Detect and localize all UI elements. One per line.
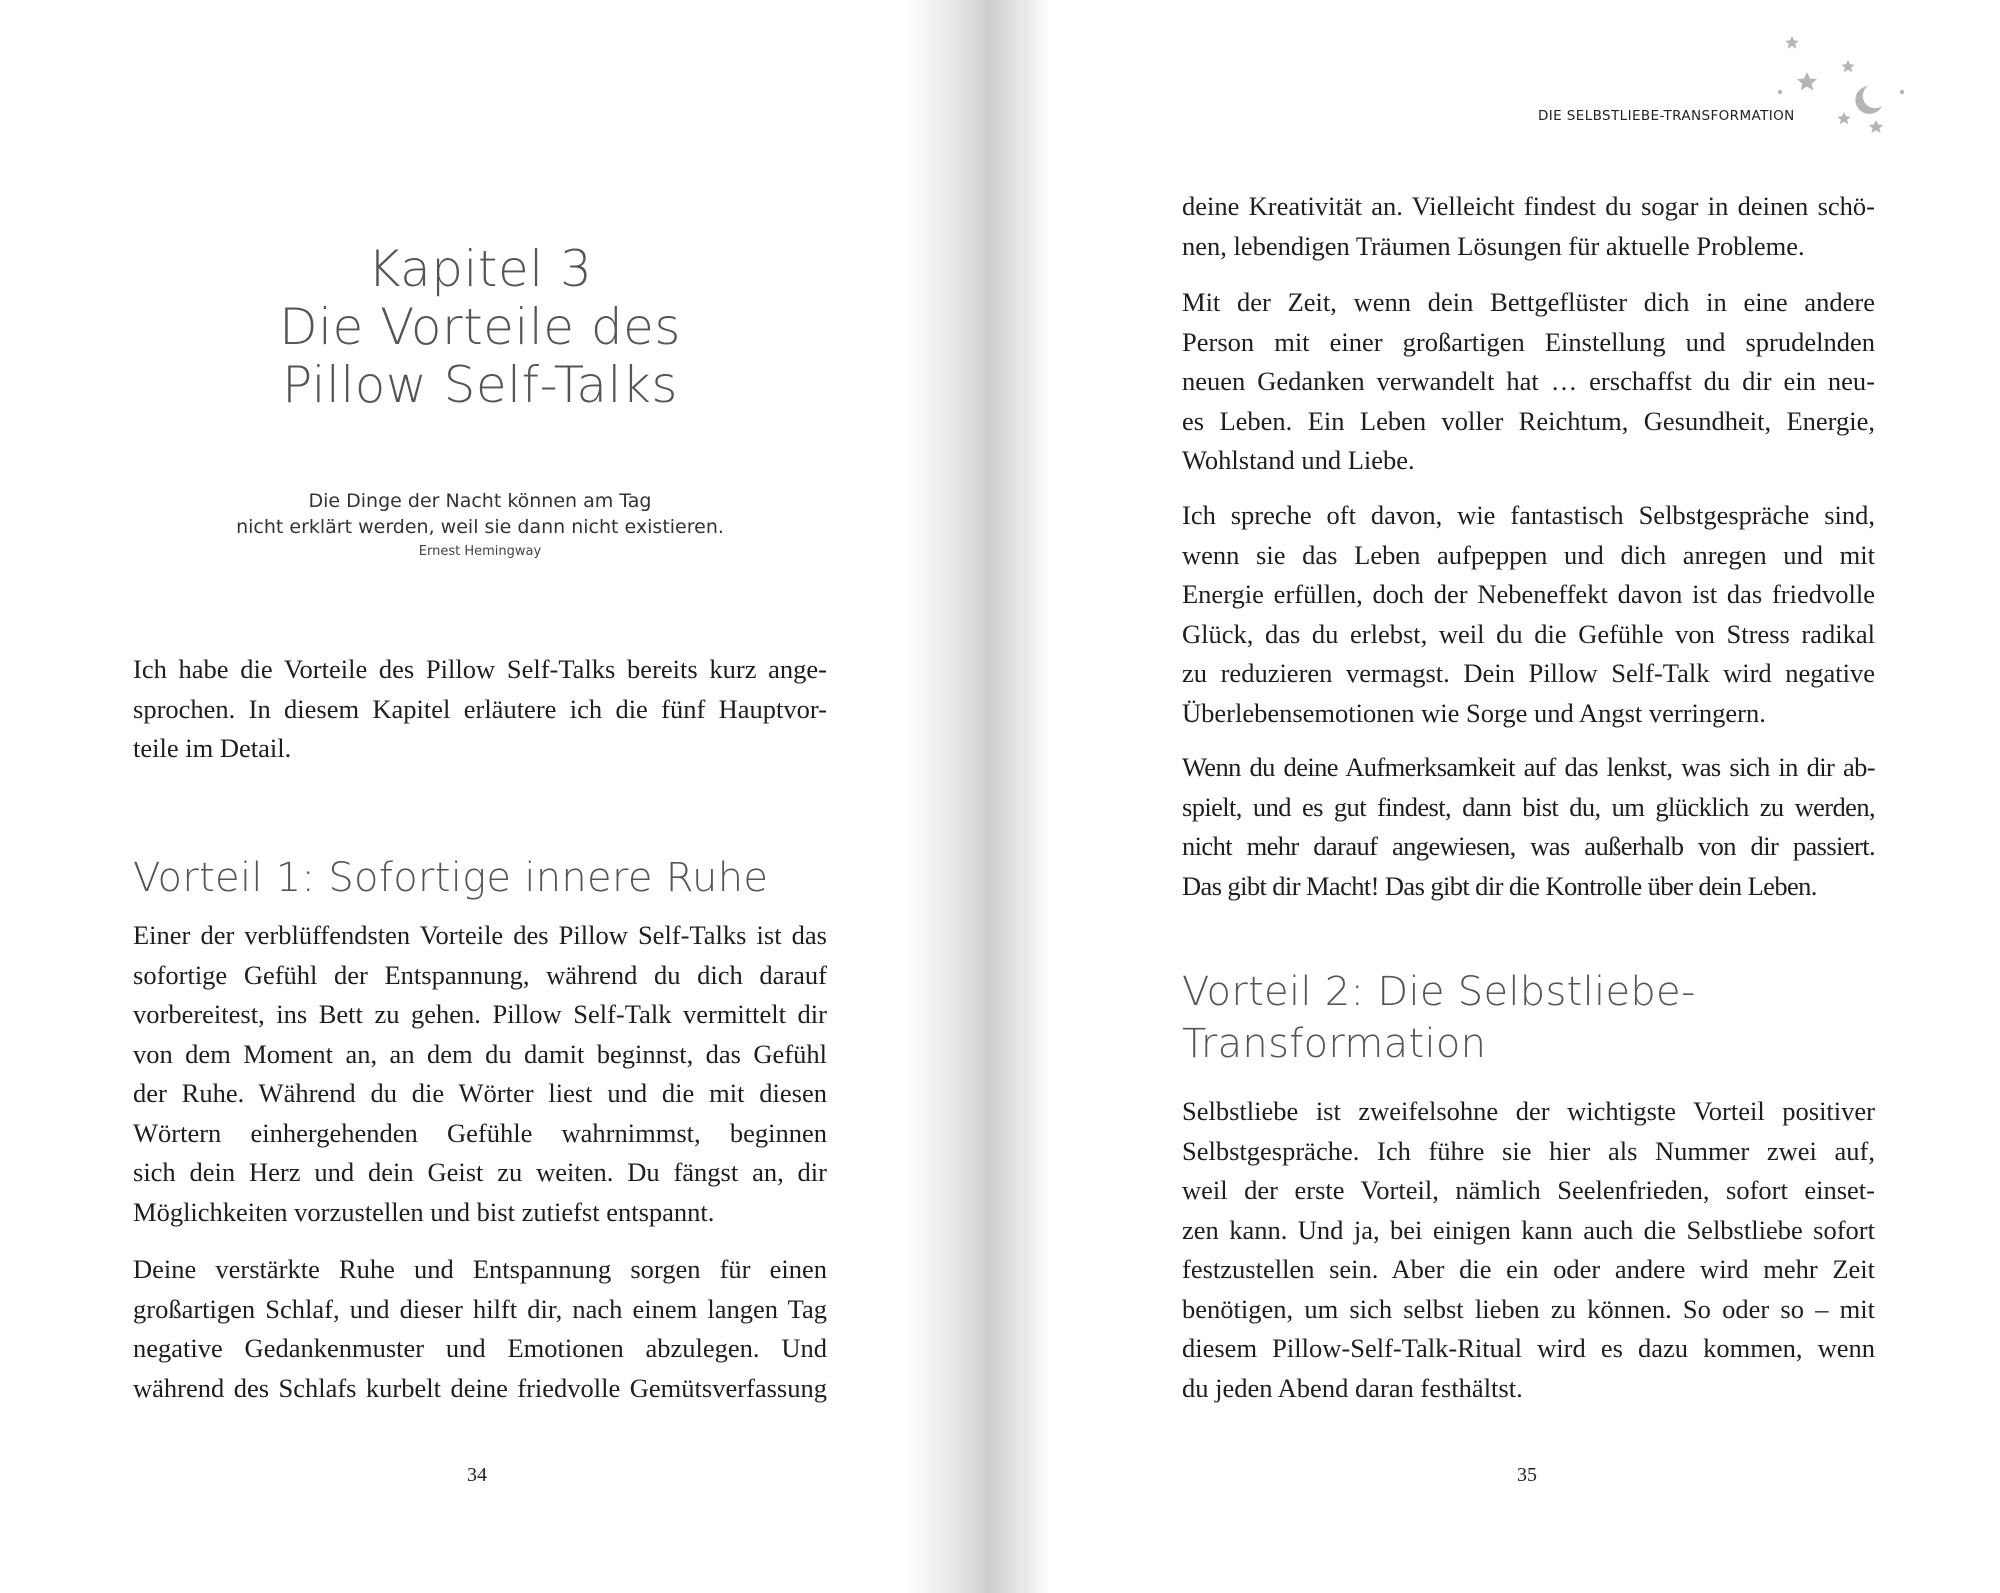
body-paragraph — [1182, 496, 1875, 733]
text-line: Deine verstärkte Ruhe und Entspannung sorgen für einen — [133, 1254, 827, 1284]
page-number: 34 — [467, 1464, 487, 1486]
section-heading — [133, 852, 827, 904]
page-number: 35 — [1517, 1464, 1537, 1486]
star-icon — [1785, 36, 1799, 49]
text-line: Mit der Zeit, wenn dein Bettgeflüster dich in eine andere — [1182, 287, 1875, 317]
body-paragraph — [133, 916, 827, 1232]
text-line: sprochen. In diesem Kapitel erläutere ich die fünf Hauptvor- — [133, 693, 827, 724]
text-line: Glück, das du erlebst, weil du die Gefühle von Stress radikal — [1182, 618, 1875, 649]
text-line: Selbstgespräche. Ich führe sie hier als Nummer zwei auf, — [1182, 1135, 1875, 1166]
text-line: Einer der verblüffendsten Vorteile des Pillow Self-Talks ist das — [133, 920, 827, 950]
text-line: Ich habe die Vorteile des Pillow Self-Talks bereits kurz ange- — [133, 654, 827, 684]
text-line: Wenn du deine Aufmerksamkeit auf das lenkst, was sich in dir ab- — [1182, 752, 1875, 782]
chapter-title — [130, 240, 830, 414]
chapter-title-line: Kapitel 3 — [367, 240, 593, 298]
star-icon — [1797, 72, 1817, 90]
text-line: du jeden Abend daran festhältst. — [1182, 1372, 1523, 1403]
body-paragraph — [1182, 187, 1875, 266]
section-heading-line: Vorteil 1: Sofortige innere Ruhe — [133, 855, 769, 901]
star-icon — [1841, 60, 1854, 72]
text-line: Energie erfüllen, doch der Nebeneffekt davon ist das friedvolle — [1182, 579, 1875, 609]
chapter-title-line: Die Vorteile des — [279, 298, 681, 356]
running-header: DIE SELBSTLIEBE-TRANSFORMATION — [1538, 108, 1795, 124]
epigraph-line: Die Dinge der Nacht können am Tag — [308, 490, 652, 512]
text-line: Überlebensemotionen wie Sorge und Angst verringern. — [1182, 697, 1766, 728]
text-line: wenn sie das Leben aufpeppen und dich anregen und mit — [1182, 539, 1875, 570]
text-line: großartigen Schlaf, und dieser hilft dir, nach einem langen Tag — [133, 1293, 827, 1324]
text-line: zu reduzieren vermagst. Dein Pillow Self-Talk wird negative — [1182, 658, 1875, 688]
text-line: von dem Moment an, an dem du damit beginnst, das Gefühl — [133, 1038, 827, 1069]
body-paragraph — [133, 1250, 827, 1408]
text-line: sofortige Gefühl der Entspannung, während du dich darauf — [133, 959, 827, 990]
text-line: nicht mehr darauf angewiesen, was außerhalb von dir passiert. — [1182, 831, 1875, 861]
text-line: sich dein Herz und dein Geist zu weiten. Du fängst an, dir — [133, 1157, 827, 1187]
text-line: Das gibt dir Macht! Das gibt dir die Kontrolle über dein Leben. — [1182, 870, 1817, 901]
text-line: deine Kreativität an. Vielleicht findest du sogar in deinen schö- — [1182, 191, 1875, 221]
intro-paragraph — [133, 650, 827, 769]
epigraph-line: nicht erklärt werden, weil sie dann nicht existieren. — [236, 516, 724, 538]
body-paragraph — [1182, 1092, 1875, 1408]
star-icon — [1869, 120, 1883, 133]
text-line: der Ruhe. Während du die Wörter liest und die mit diesen — [133, 1078, 827, 1108]
text-line: Wohlstand und Liebe. — [1182, 445, 1415, 475]
body-paragraph — [1182, 283, 1875, 481]
text-line: teile im Detail. — [133, 733, 292, 763]
dot-icon — [1778, 90, 1782, 94]
section-heading-line: Transformation — [1182, 1021, 1487, 1067]
crescent-moon-icon — [1855, 86, 1882, 114]
text-line: Wörtern einhergehenden Gefühle wahrnimmst, beginnen — [133, 1117, 827, 1148]
chapter-title-line: Pillow Self-Talks — [282, 356, 678, 414]
text-line: Ich spreche oft davon, wie fantastisch Selbstgespräche sind, — [1182, 500, 1875, 530]
text-line: zen kann. Und ja, bei einigen kann auch die Selbstliebe sofort — [1182, 1214, 1875, 1245]
section-heading-line: Vorteil 2: Die Selbstliebe- — [1182, 969, 1696, 1015]
text-line: spielt, und es gut findest, dann bist du, um glücklich zu werden, — [1182, 791, 1875, 822]
section-heading — [1182, 966, 1875, 1070]
text-line: diesem Pillow-Self-Talk-Ritual wird es dazu kommen, wenn — [1182, 1333, 1875, 1363]
text-line: festzustellen sein. Aber die ein oder andere wird mehr Zeit — [1182, 1254, 1875, 1284]
text-line: weil der erste Vorteil, nämlich Seelenfrieden, sofort einset- — [1182, 1175, 1875, 1205]
dot-icon — [1900, 90, 1904, 94]
epigraph — [130, 488, 830, 562]
text-line: neuen Gedanken verwandelt hat … erschaffst du dir ein neu- — [1182, 366, 1875, 396]
text-line: Selbstliebe ist zweifelsohne der wichtigste Vorteil positiver — [1182, 1096, 1875, 1126]
left-page — [0, 0, 940, 1593]
text-line: es Leben. Ein Leben voller Reichtum, Gesundheit, Energie, — [1182, 405, 1875, 436]
text-line: vorbereitest, ins Bett zu gehen. Pillow Self-Talk vermittelt dir — [133, 999, 827, 1029]
text-line: Person mit einer großartigen Einstellung und sprudelnden — [1182, 326, 1875, 357]
text-line: benötigen, um sich selbst lieben zu können. So oder so – mit — [1182, 1293, 1875, 1324]
text-line: nen, lebendigen Träumen Lösungen für aktuelle Probleme. — [1182, 230, 1805, 261]
text-line: Möglichkeiten vorzustellen und bist zutiefst entspannt. — [133, 1196, 715, 1227]
text-line: negative Gedankenmuster und Emotionen abzulegen. Und — [133, 1333, 827, 1363]
body-paragraph — [1182, 748, 1875, 906]
epigraph-author: Ernest Hemingway — [418, 544, 542, 559]
star-icon — [1837, 112, 1850, 124]
text-line: während des Schlafs kurbelt deine friedvolle Gemütsverfassung — [133, 1372, 827, 1403]
